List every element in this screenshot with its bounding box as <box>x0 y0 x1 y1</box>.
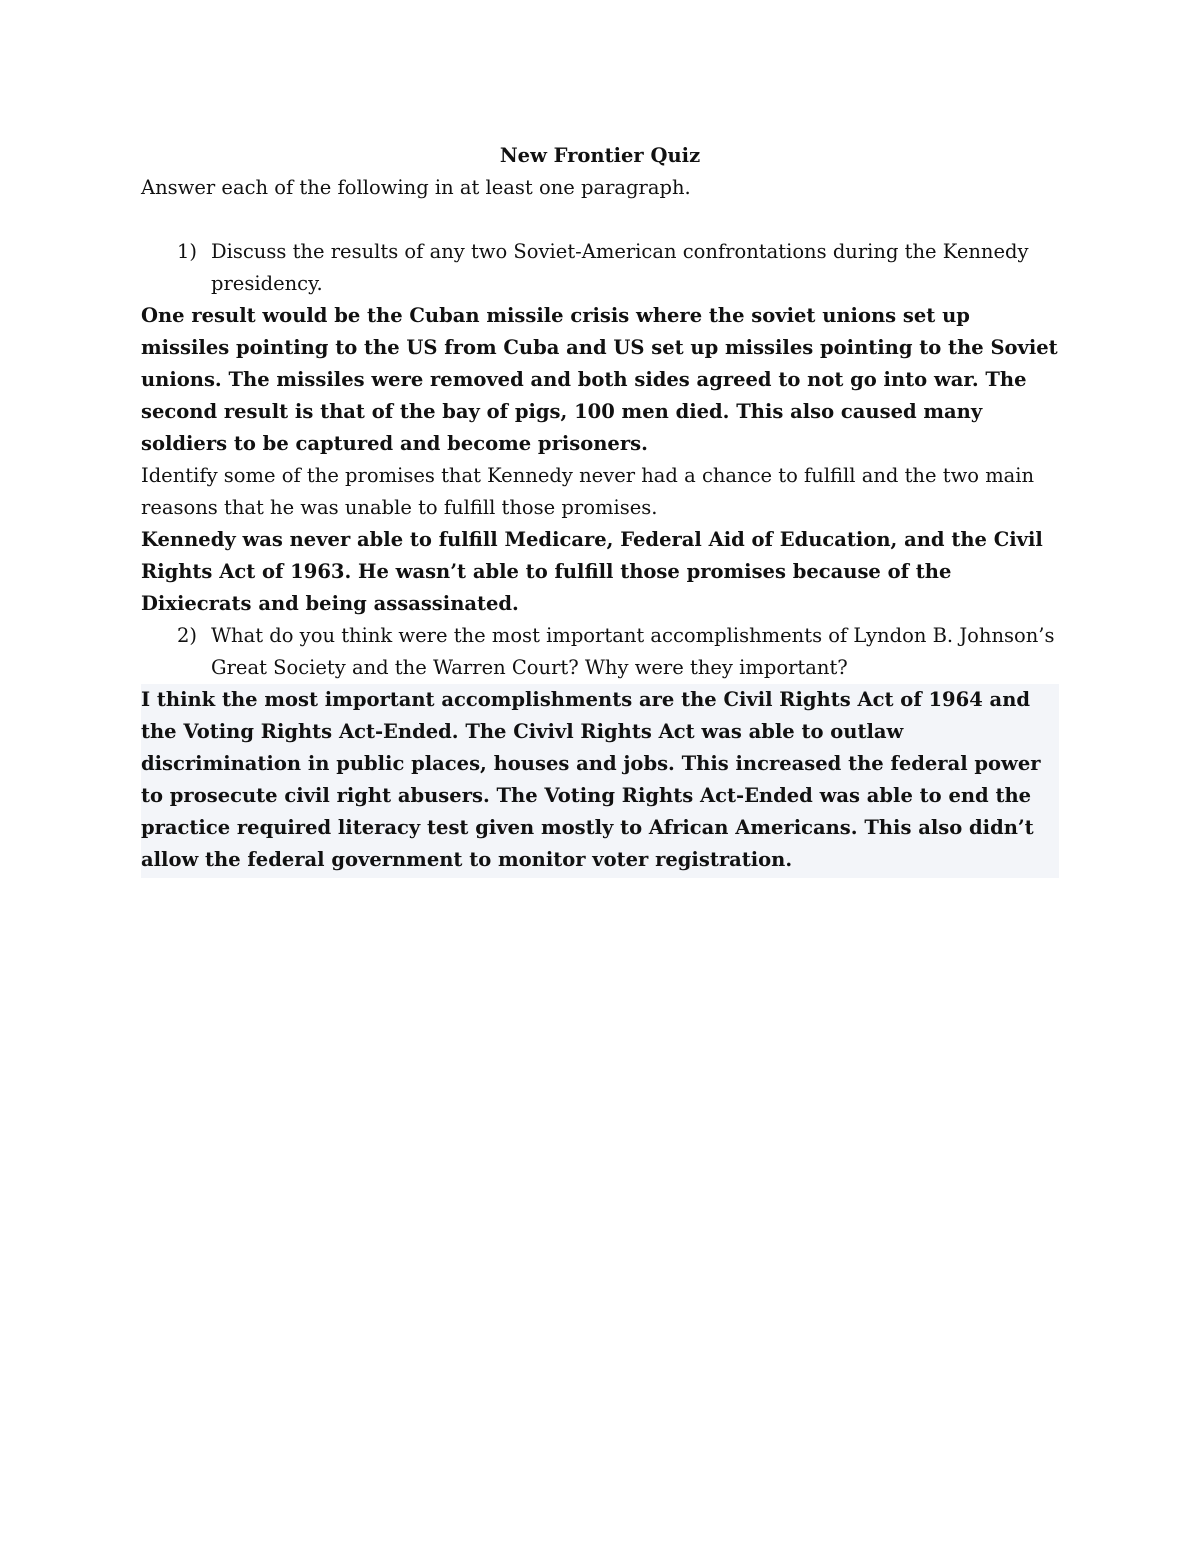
document-body <box>141 140 1059 878</box>
instructions: Answer each of the following in at least one paragraph. <box>141 176 691 199</box>
question-2-text: What do you think were the most important accomplishments of Lyndon B. Johnson’s Great Society and the Warren Court? Why were they important? <box>211 624 1055 679</box>
question-1 <box>141 236 1059 300</box>
document-title: New Frontier Quiz <box>499 144 701 167</box>
question-1-number: 1) <box>177 240 198 263</box>
answer-1: One result would be the Cuban missile crisis where the soviet unions set up missiles pointing to the US from Cuba and US set up missiles pointing to the Soviet unions. The missiles were removed and both sides agreed to not go into war. The second result is that of the bay of pigs, 100 men died. This also caused many soldiers to be captured and become prisoners. <box>141 304 1058 455</box>
question-prompt-2: Identify some of the promises that Kennedy never had a chance to fulfill and the two main reasons that he was unable to fulfill those promises. <box>141 464 1035 519</box>
question-2 <box>141 620 1059 684</box>
question-2-number: 2) <box>177 624 198 647</box>
answer-2: Kennedy was never able to fulfill Medicare, Federal Aid of Education, and the Civil Rights Act of 1963. He wasn’t able to fulfill those promises because of the Dixiecrats and being assassinated. <box>141 528 1043 615</box>
question-1-text: Discuss the results of any two Soviet-American confrontations during the Kennedy presidency. <box>211 240 1029 295</box>
answer-3: I think the most important accomplishments are the Civil Rights Act of 1964 and the Voting Rights Act-Ended. The Civivl Rights Act was able to outlaw discrimination in public places, houses and jobs. This increased the federal power to prosecute civil right abusers. The Voting Rights Act-Ended was able to end the practice required literacy test given mostly to African Americans. This also didn’t allow the federal government to monitor voter registration. <box>141 684 1059 878</box>
